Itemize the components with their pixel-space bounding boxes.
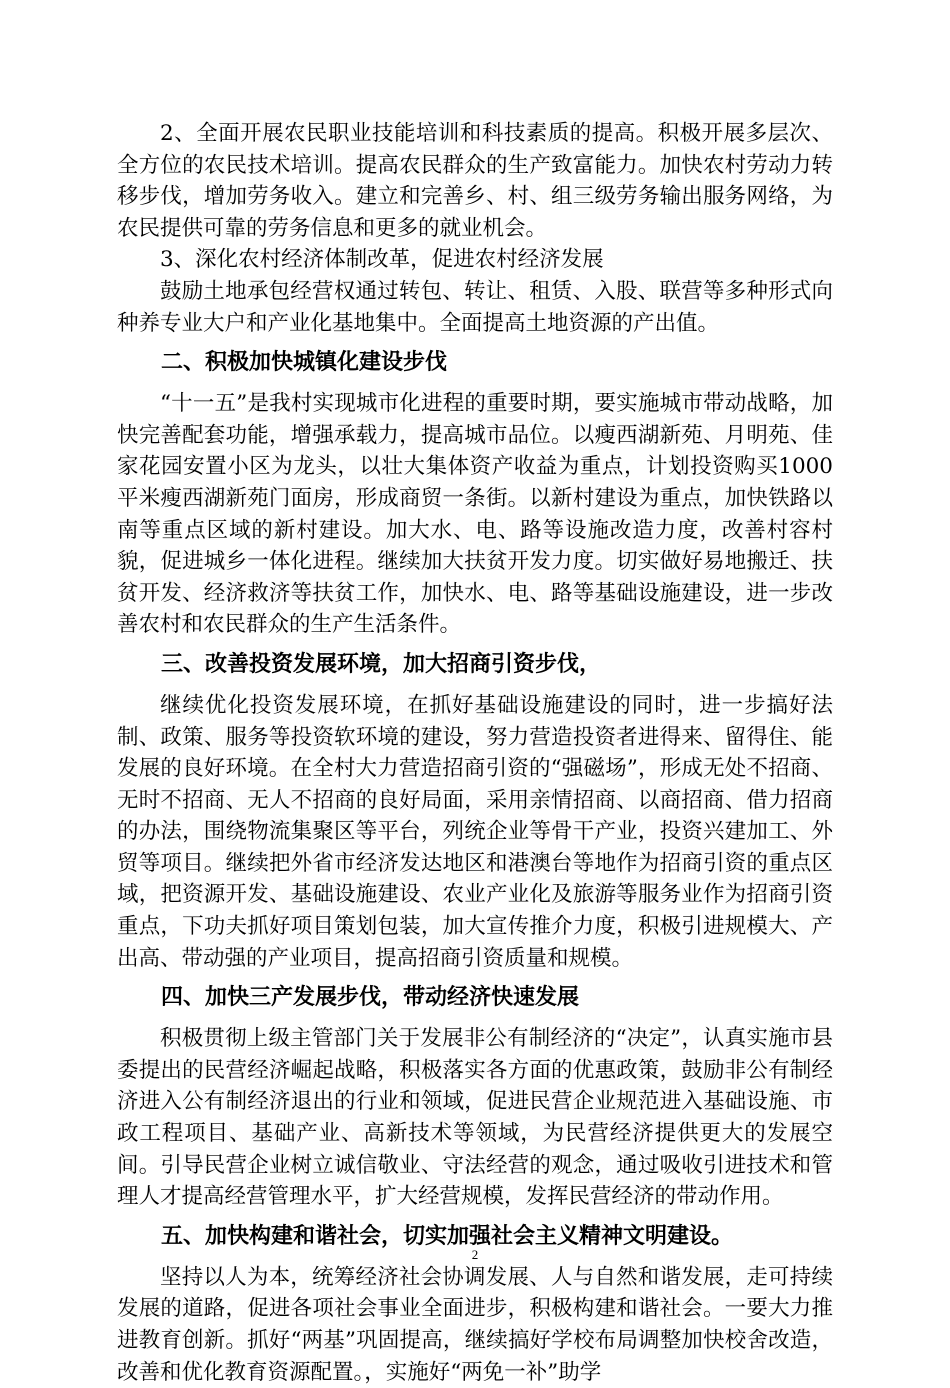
paragraph-reform-title: 3、深化农村经济体制改革，促进农村经济发展	[160, 247, 604, 273]
heading-harmony: 五、加快构建和谐社会，切实加强社会主义精神文明建设。	[161, 1223, 734, 1249]
paragraph-land: 鼓励土地承包经营权通过转包、转让、租赁、入股、联营等多种形式向种养专业大户和产业化基地集中。全面提高土地资源的产出值。	[117, 278, 833, 336]
paragraph-training: 2、全面开展农民职业技能培训和科技素质的提高。积极开展多层次、全方位的农民技术培训。提高农民群众的生产致富能力。加快农村劳动力转移步伐，增加劳务收入。建立和完善乡、村、组三级劳务输出服务网络，为农民提供可靠的劳务信息和更多的就业机会。	[117, 121, 833, 241]
paragraph-harmony: 坚持以人为本，统筹经济社会协调发展、人与自然和谐发展，走可持续发展的道路，促进各项社会事业全面进步，积极构建和谐社会。一要大力推进教育创新。抓好“两基”巩固提高，继续搞好学校布局调整加快校舍改造，改善和优化教育资源配置。，实施好“两免一补”助学	[117, 1264, 833, 1385]
paragraph-investment: 继续优化投资发展环境，在抓好基础设施建设的同时，进一步搞好法制、政策、服务等投资软环境的建设，努力营造投资者进得来、留得住、能发展的良好环境。在全村大力营造招商引资的“强磁场”，形成无处不招商、无时不招商、无人不招商的良好局面，采用亲情招商、以商招商、借力招商的办法，围绕物流集聚区等平台，列统企业等骨干产业，投资兴建加工、外贸等项目。继续把外省市经济发达地区和港澳台等地作为招商引资的重点区域，把资源开发、基础设施建设、农业产业化及旅游等服务业作为招商引资重点，下功夫抓好项目策划包装，加大宣传推介力度，积极引进规模大、产出高、带动强的产业项目，提高招商引资质量和规模。	[117, 692, 833, 971]
paragraph-tertiary: 积极贯彻上级主管部门关于发展非公有制经济的“决定”，认真实施市县委提出的民营经济崛起战略，积极落实各方面的优惠政策，鼓励非公有制经济进入公有制经济退出的行业和领域，促进民营企业规范进入基础设施、市政工程项目、基础产业、高新技术等领域，为民营经济提供更大的发展空间。引导民营企业树立诚信敬业、守法经营的观念，通过吸收引进技术和管理人才提高经营管理水平，扩大经营规模，发挥民营经济的带动作用。	[117, 1026, 833, 1210]
document-body	[117, 118, 833, 1388]
paragraph-urbanization: “十一五”是我村实现城市化进程的重要时期，要实施城市带动战略，加快完善配套功能，增强承载力，提高城市品位。以瘦西湖新苑、月明苑、佳家花园安置小区为龙头，以壮大集体资产收益为重点，计划投资购买1000平米瘦西湖新苑门面房，形成商贸一条街。以新村建设为重点，加快铁路以南等重点区域的新村建设。加大水、电、路等设施改造力度，改善村容村貌，促进城乡一体化进程。继续加大扶贫开发力度。切实做好易地搬迁、扶贫开发、经济救济等扶贫工作，加快水、电、路等基础设施建设，进一步改善农村和农民群众的生产生活条件。	[117, 391, 833, 638]
page-number: 2	[471, 1247, 479, 1262]
heading-investment: 三、改善投资发展环境，加大招商引资步伐，	[161, 651, 602, 677]
heading-urbanization: 二、积极加快城镇化建设步伐	[161, 350, 448, 376]
heading-tertiary: 四、加快三产发展步伐，带动经济快速发展	[161, 985, 580, 1011]
